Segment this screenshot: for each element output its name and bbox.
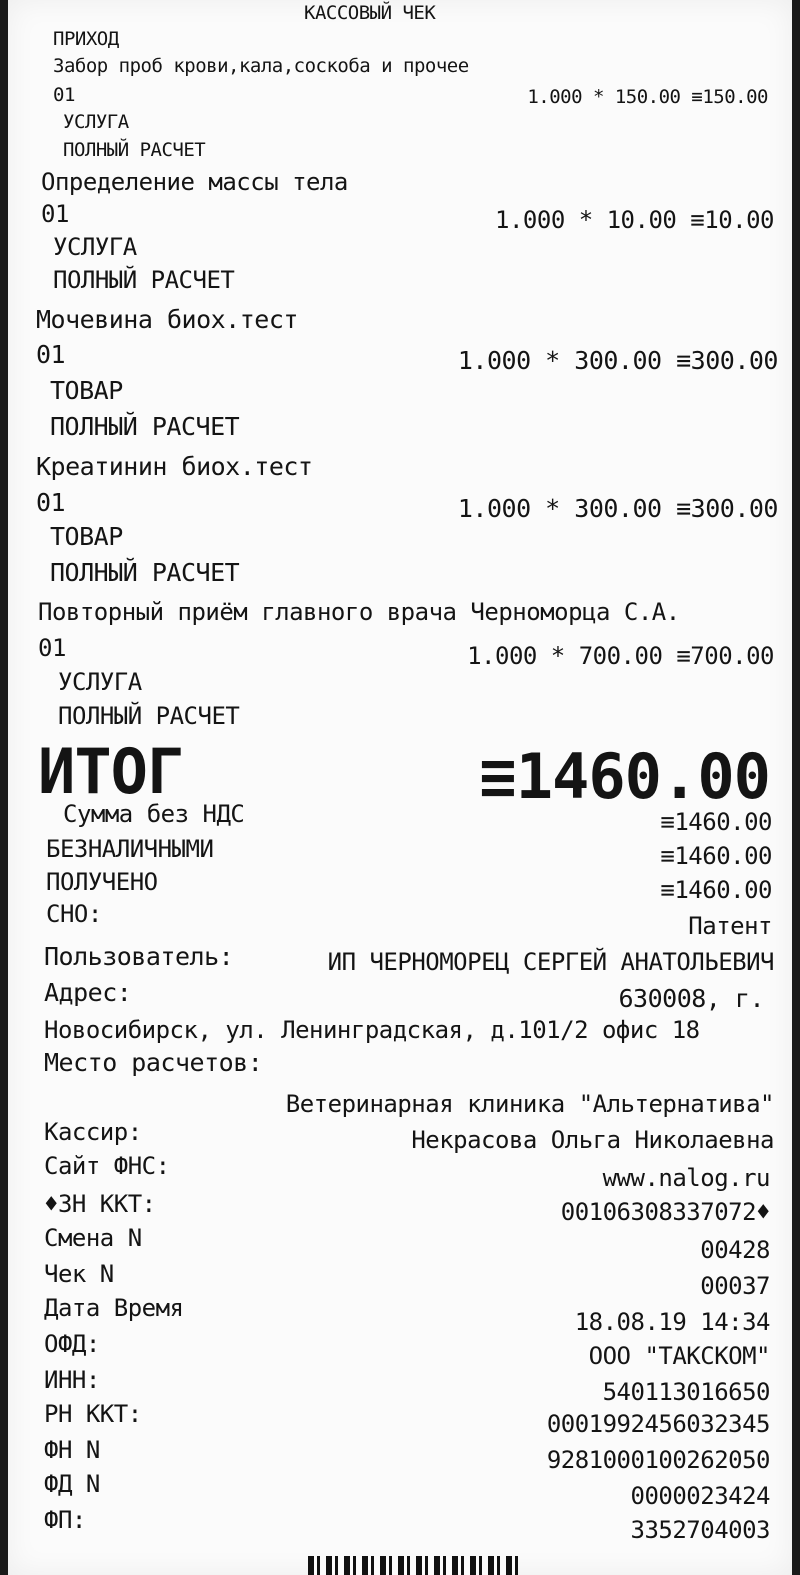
received-value: ≡1460.00 xyxy=(660,876,772,904)
fp-value: 3352704003 xyxy=(630,1516,770,1544)
item-payment: ПОЛНЫЙ РАСЧЕТ xyxy=(50,558,240,587)
item-type: УСЛУГА xyxy=(63,111,129,133)
item-name: Повторный приём главного врача Черноморца С.А. xyxy=(38,598,680,626)
fd-label: ФД N xyxy=(44,1470,100,1498)
inn-value: 540113016650 xyxy=(602,1378,770,1406)
item-calc: 1.000 * 300.00 ≡300.00 xyxy=(457,494,778,523)
item-name: Креатинин биох.тест xyxy=(36,452,313,481)
address-value-2: Новосибирск, ул. Ленинградская, д.101/2 офис 18 xyxy=(44,1016,700,1044)
address-value-1: 630008, г. xyxy=(618,984,764,1013)
cashless-label: БЕЗНАЛИЧНЫМИ xyxy=(46,835,214,863)
item-calc: 1.000 * 700.00 ≡700.00 xyxy=(467,642,774,670)
ofd-value: ООО "ТАКСКОМ" xyxy=(588,1342,770,1370)
fn-value: 9281000100262050 xyxy=(546,1446,770,1474)
cashless-value: ≡1460.00 xyxy=(660,842,772,870)
item-calc: 1.000 * 150.00 ≡150.00 xyxy=(527,86,768,108)
item-name: Мочевина биох.тест xyxy=(36,305,298,334)
check-label: Чек N xyxy=(44,1260,114,1288)
datetime-label: Дата Время xyxy=(44,1294,184,1322)
item-type: ТОВАР xyxy=(50,522,123,551)
item-payment: ПОЛНЫЙ РАСЧЕТ xyxy=(50,412,240,441)
fd-value: 0000023424 xyxy=(630,1482,770,1510)
item-calc: 1.000 * 300.00 ≡300.00 xyxy=(457,346,778,375)
item-dept: 01 xyxy=(53,84,75,106)
fp-label: ФП: xyxy=(44,1506,86,1534)
fn-label: ФН N xyxy=(44,1436,100,1464)
receipt-title: КАССОВЫЙ ЧЕК xyxy=(304,2,436,24)
item-payment: ПОЛНЫЙ РАСЧЕТ xyxy=(58,702,240,730)
item-dept: 01 xyxy=(38,634,66,662)
item-payment: ПОЛНЫЙ РАСЧЕТ xyxy=(63,139,206,161)
sno-label: СНО: xyxy=(46,900,102,928)
cashier-label: Кассир: xyxy=(44,1118,142,1146)
item-type: ТОВАР xyxy=(50,376,123,405)
site-label: Сайт ФНС: xyxy=(44,1152,170,1180)
item-dept: 01 xyxy=(36,488,66,517)
receipt xyxy=(8,0,792,1575)
item-name: Забор проб крови,кала,соскоба и прочее xyxy=(53,55,469,77)
total-value: ≡1460.00 xyxy=(479,740,770,813)
item-type: УСЛУГА xyxy=(58,668,142,696)
shift-label: Смена N xyxy=(44,1224,142,1252)
place-value: Ветеринарная клиника "Альтернатива" xyxy=(285,1090,774,1118)
item-dept: 01 xyxy=(41,200,69,228)
inn-label: ИНН: xyxy=(44,1366,100,1394)
item-type: УСЛУГА xyxy=(53,233,137,261)
address-label: Адрес: xyxy=(44,978,132,1007)
rn-label: РН ККТ: xyxy=(44,1400,142,1428)
item-calc: 1.000 * 10.00 ≡10.00 xyxy=(495,206,774,234)
check-value: 00037 xyxy=(700,1272,770,1300)
zn-value: 00106308337072♦ xyxy=(560,1198,770,1226)
zn-label: ♦ЗН ККТ: xyxy=(44,1190,156,1218)
user-label: Пользователь: xyxy=(44,942,234,971)
item-payment: ПОЛНЫЙ РАСЧЕТ xyxy=(53,266,235,294)
sno-value: Патент xyxy=(688,912,772,940)
no-vat-value: ≡1460.00 xyxy=(660,808,772,836)
site-value: www.nalog.ru xyxy=(602,1164,770,1192)
ofd-label: ОФД: xyxy=(44,1330,100,1358)
no-vat-label: Сумма без НДС xyxy=(63,800,245,828)
total-label: ИТОГ xyxy=(38,735,184,808)
qr-code xyxy=(308,1556,518,1575)
item-dept: 01 xyxy=(36,340,66,369)
rn-value: 0001992456032345 xyxy=(546,1410,770,1438)
place-label: Место расчетов: xyxy=(44,1048,263,1077)
item-name: Определение массы тела xyxy=(41,168,348,196)
shift-value: 00428 xyxy=(700,1236,770,1264)
cashier-value: Некрасова Ольга Николаевна xyxy=(411,1126,774,1154)
user-value: ИП ЧЕРНОМОРЕЦ СЕРГЕЙ АНАТОЛЬЕВИЧ xyxy=(327,948,774,976)
operation-type: ПРИХОД xyxy=(53,28,119,50)
received-label: ПОЛУЧЕНО xyxy=(46,868,158,896)
datetime-value: 18.08.19 14:34 xyxy=(574,1308,770,1336)
